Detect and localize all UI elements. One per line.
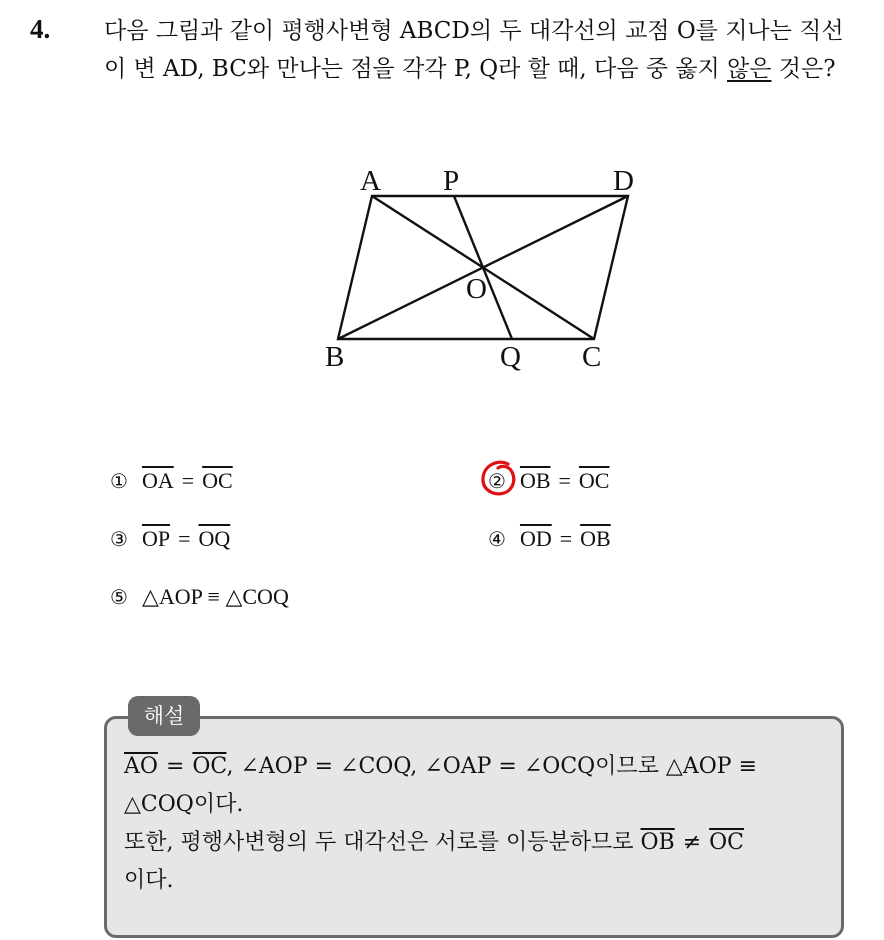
label-p: P xyxy=(443,165,460,197)
choice-1-left: $\overline{OA}$ xyxy=(141,468,174,493)
choice-2[interactable] xyxy=(488,468,609,494)
choice-1-number: ① xyxy=(110,469,128,493)
choice-3-left: $\overline{OP}$ xyxy=(141,526,171,551)
choice-4-left: $\overline{OD}$ xyxy=(519,526,552,551)
choice-2-number: ② xyxy=(488,469,506,493)
choice-5-text: △AOP ≡ △COQ xyxy=(141,584,289,609)
label-c: C xyxy=(582,341,602,373)
solution-neq: ≠ xyxy=(682,830,702,855)
question-text-main: 다음 그림과 같이 평행사변형 ABCD의 두 대각선의 교점 O를 지나는 직선이 변 AD, BC와 만나는 점을 각각 P, Q라 할 때, 다음 중 옳지 xyxy=(104,18,844,82)
solution-line-4: 이다. xyxy=(124,868,174,893)
choice-1[interactable] xyxy=(110,468,233,494)
choice-5[interactable] xyxy=(110,584,289,610)
solution-eq: = xyxy=(165,754,185,779)
solution-line-2: △COQ이다. xyxy=(124,792,244,817)
choice-2-right: $\overline{OC}$ xyxy=(578,468,610,493)
solution-text xyxy=(124,748,834,900)
choice-2-left: $\overline{OB}$ xyxy=(519,468,551,493)
label-o: O xyxy=(466,273,487,305)
choice-3-right: $\overline{OQ}$ xyxy=(198,526,231,551)
choice-3[interactable] xyxy=(110,526,230,552)
choice-3-op: = xyxy=(178,526,191,551)
solution-tab: 해설 xyxy=(128,696,200,736)
segment-oc: $\overline{OC}$ xyxy=(192,754,227,779)
label-q: Q xyxy=(500,341,521,373)
choice-4-op: = xyxy=(559,526,573,551)
choice-4-number: ④ xyxy=(488,527,506,551)
choice-5-number: ⑤ xyxy=(110,585,128,609)
question-number: 4. xyxy=(30,14,51,44)
choice-2-op: = xyxy=(558,468,571,493)
segment-oc-2: $\overline{OC}$ xyxy=(709,830,745,855)
choice-3-number: ③ xyxy=(110,527,128,551)
choice-1-op: = xyxy=(181,468,195,493)
solution-line-3 xyxy=(124,824,834,862)
solution-line-1 xyxy=(124,748,834,786)
choice-4-right: $\overline{OB}$ xyxy=(580,526,611,551)
line-pq xyxy=(454,196,512,339)
solution-line-1-rest: , ∠AOP = ∠COQ, ∠OAP = ∠OCQ이므로 △AOP ≡ xyxy=(226,754,758,779)
segment-ao: $\overline{AO}$ xyxy=(124,754,158,779)
question-text-underlined: 않은 xyxy=(727,56,772,82)
choice-1-right: $\overline{OC}$ xyxy=(202,468,233,493)
label-a: A xyxy=(360,165,381,197)
segment-ob: $\overline{OB}$ xyxy=(640,830,675,855)
question-text-end: 것은? xyxy=(771,56,836,82)
label-b: B xyxy=(325,341,345,373)
choice-4[interactable] xyxy=(488,526,611,552)
label-d: D xyxy=(613,165,634,197)
solution-line-3-pre: 또한, 평행사변형의 두 대각선은 서로를 이등분하므로 xyxy=(124,830,641,855)
